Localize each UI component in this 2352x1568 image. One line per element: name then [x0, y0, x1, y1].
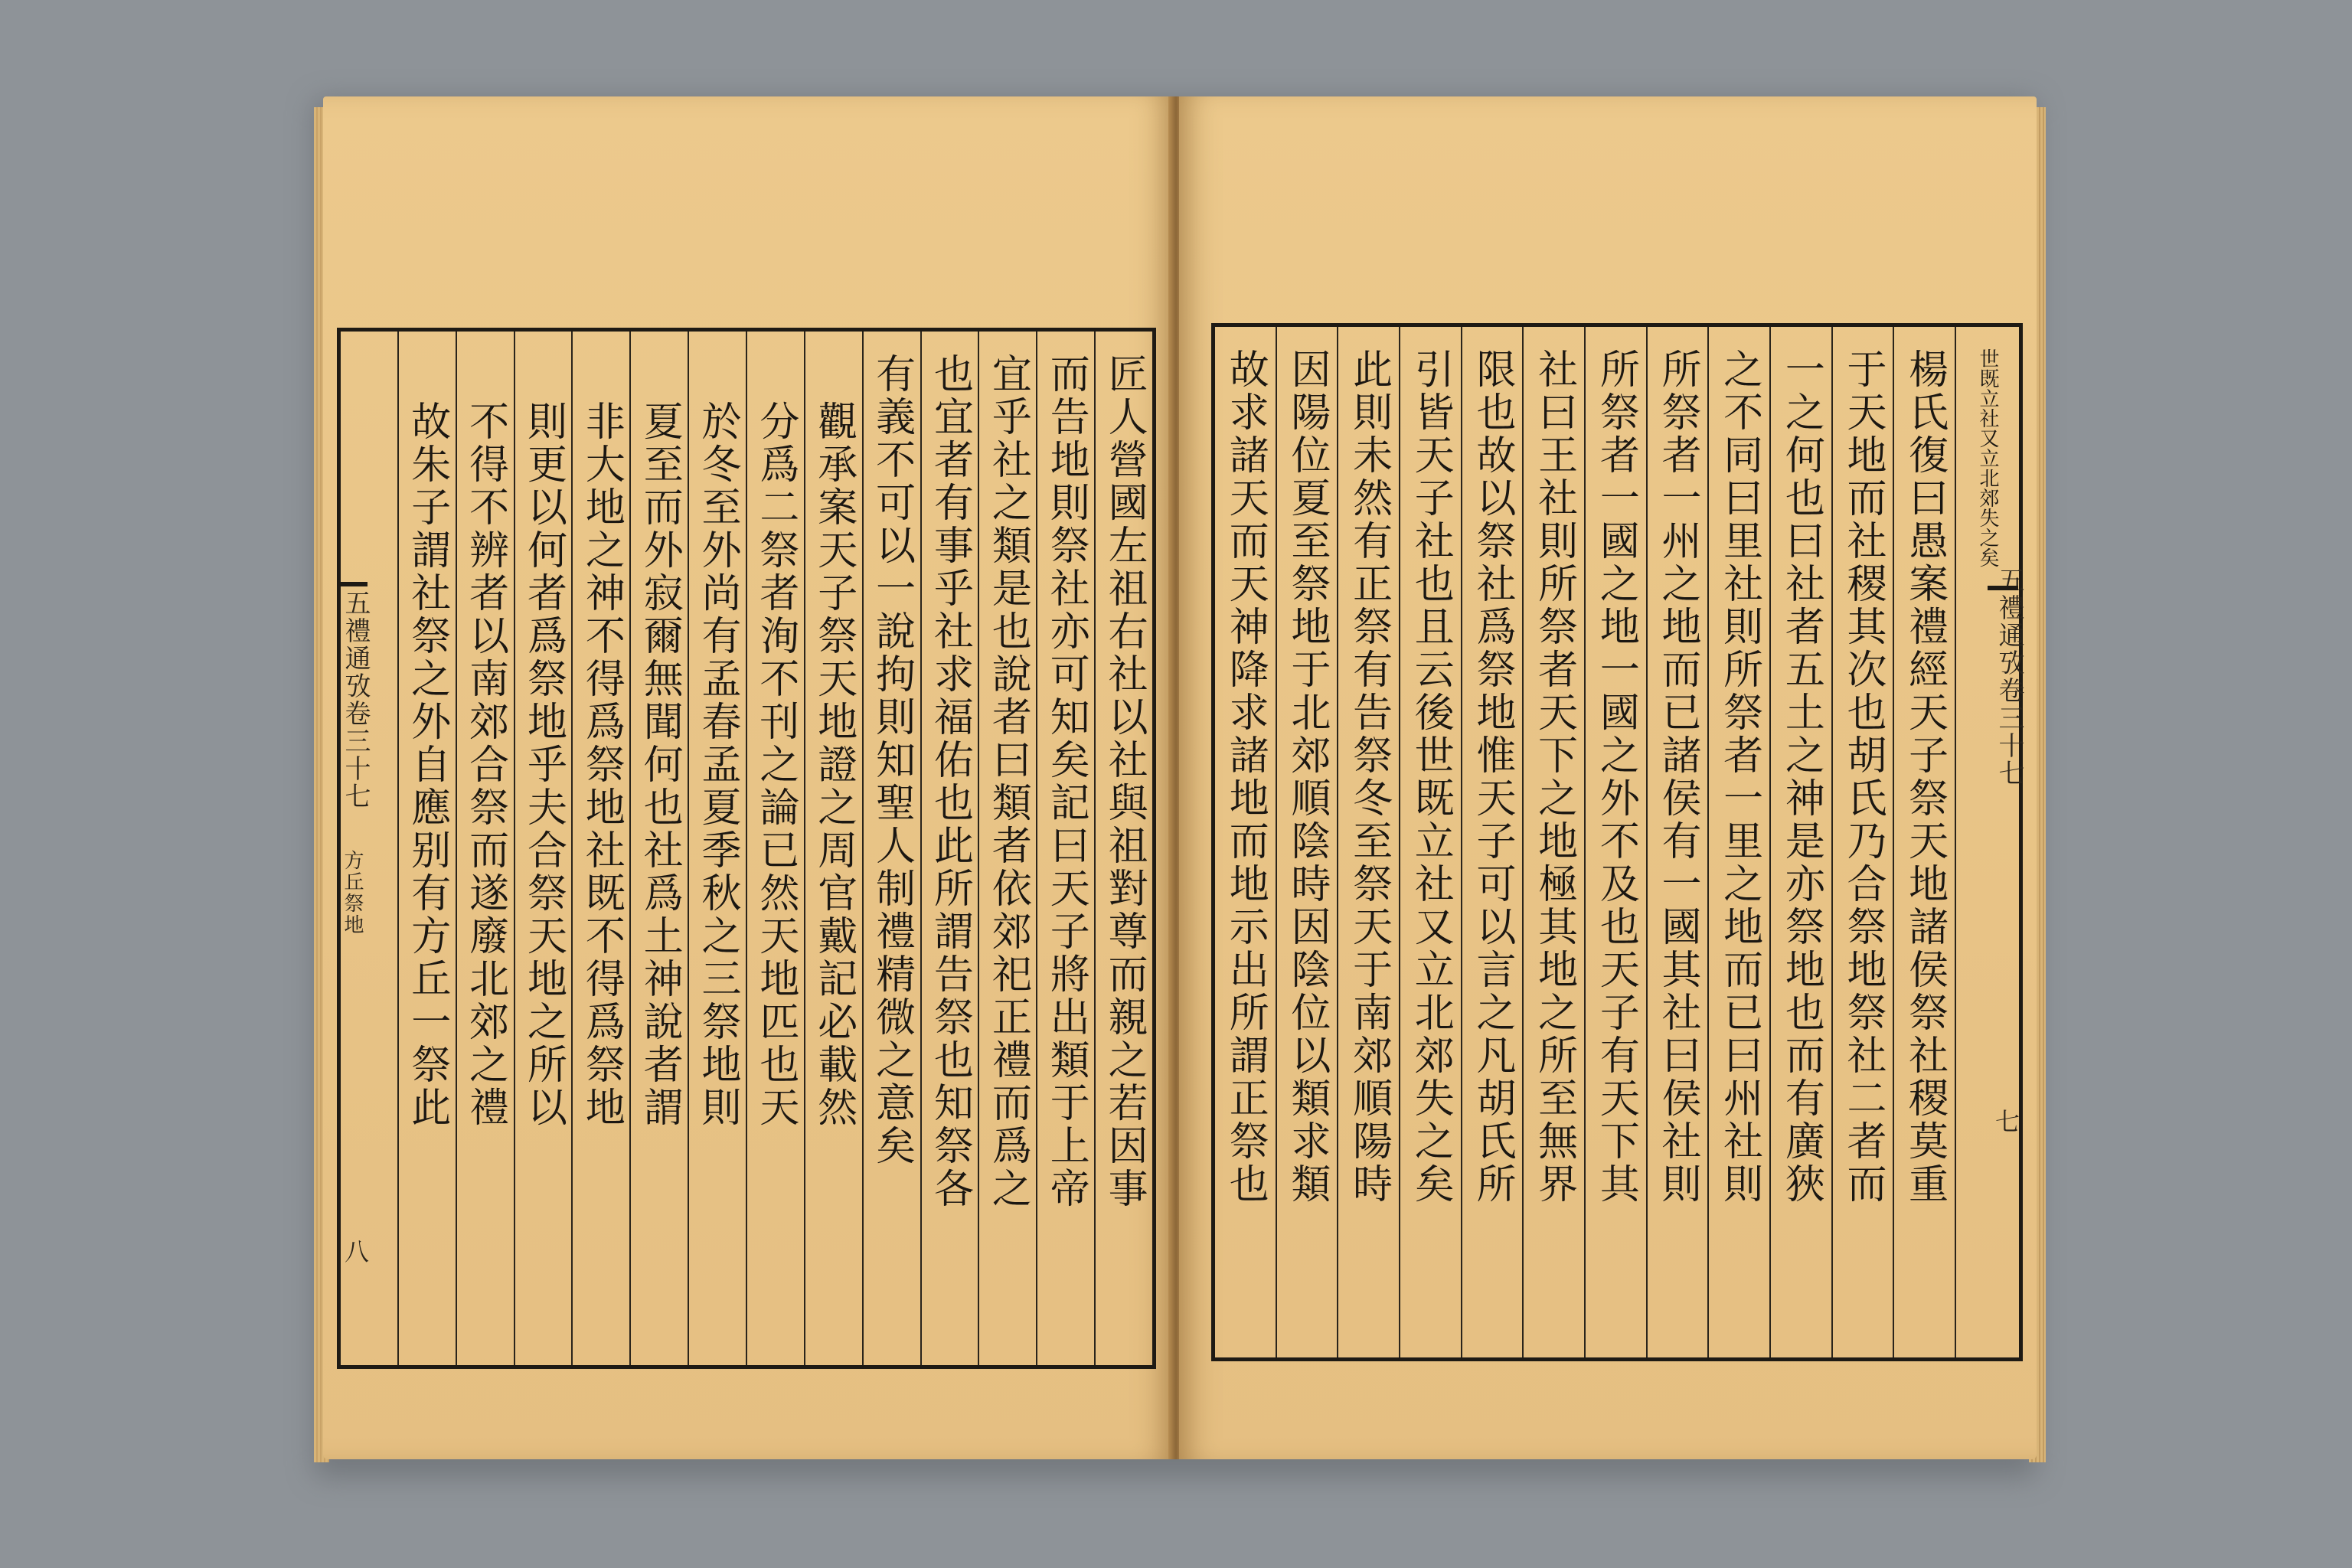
left-margin-subtitle: 方丘祭地: [341, 850, 364, 936]
right-fishtail-mark: [1988, 586, 2018, 601]
left-fishtail-mark: [337, 582, 368, 597]
left-text-column: 有義不可以一說拘則知聖人制禮精微之意矣: [862, 332, 920, 1365]
note-line-1: 世既立社又立: [1976, 348, 1999, 468]
right-text-column: 限也故以祭社爲祭地惟天子可以言之凡胡氏所: [1461, 327, 1523, 1357]
left-page-number: 八: [345, 1237, 370, 1266]
left-text-column: 分爲二祭者洵不刊之論已然天地匹也天: [746, 332, 804, 1365]
right-text-column: 楊氏復曰愚案禮經天子祭天地諸侯祭社稷莫重: [1893, 327, 1955, 1357]
right-text-column: 此則未然有正祭有告祭冬至祭天于南郊順陽時: [1337, 327, 1399, 1357]
right-text-column: 社曰王社則所祭者天下之地極其地之所至無界: [1522, 327, 1584, 1357]
left-text-column: 觀承案天子祭天地證之周官戴記必載然: [804, 332, 862, 1365]
note-line-2: 北郊失之矣: [1976, 468, 1999, 567]
left-page-columns: [341, 332, 1152, 1365]
left-text-column: 夏至而外寂爾無聞何也社爲土神說者謂: [629, 332, 688, 1365]
right-text-column: 因陽位夏至祭地于北郊順陰時因陰位以類求類: [1276, 327, 1338, 1357]
left-text-column: 宜乎社之類是也說者曰類者依郊祀正禮而爲之: [978, 332, 1036, 1365]
right-text-column: 于天地而社稷其次也胡氏乃合祭地祭社二者而: [1831, 327, 1893, 1357]
right-margin-title: 五禮通攷卷三十七: [1994, 567, 2024, 787]
right-note-column: [1955, 327, 2019, 1357]
left-text-column: 於冬至外尚有孟春孟夏季秋之三祭地則: [688, 332, 746, 1365]
left-margin-title: 五禮通攷卷三十七: [340, 590, 371, 810]
right-text-column: 所祭者一州之地而已諸侯有一國其社曰侯社則: [1646, 327, 1708, 1357]
left-text-column: 匠人營國左祖右社以社與祖對尊而親之若因事: [1094, 332, 1152, 1365]
right-text-column: 所祭者一國之地一國之外不及也天子有天下其: [1584, 327, 1646, 1357]
right-page-text-frame: [1211, 323, 2023, 1361]
right-text-column: 引皆天子社也且云後世既立社又立北郊失之矣: [1399, 327, 1461, 1357]
right-page-columns: [1215, 327, 2019, 1357]
left-text-column: 故朱子謂社祭之外自應别有方丘一祭此: [397, 332, 456, 1365]
right-page-number: 七: [1995, 1107, 2020, 1136]
left-text-column: 也宜者有事乎社求福佑也此所謂告祭也知祭各: [920, 332, 978, 1365]
left-text-column: 非大地之神不得爲祭地社既不得爲祭地: [571, 332, 629, 1365]
right-text-column: 之不同曰里社則所祭者一里之地而已曰州社則: [1707, 327, 1769, 1357]
left-text-column: 不得不辨者以南郊合祭而遂廢北郊之禮: [456, 332, 514, 1365]
left-page-text-frame: [337, 328, 1156, 1369]
left-text-column: 而告地則祭社亦可知矣記曰天子將出類于上帝: [1036, 332, 1094, 1365]
right-text-column: 一之何也曰社者五土之神是亦祭地也而有廣狹: [1769, 327, 1831, 1357]
left-text-column: 則更以何者爲祭地乎夫合祭天地之所以: [514, 332, 572, 1365]
right-text-column: 故求諸天而天神降求諸地而地示出所謂正祭也: [1222, 348, 1269, 1206]
left-text-column: [341, 332, 397, 1365]
